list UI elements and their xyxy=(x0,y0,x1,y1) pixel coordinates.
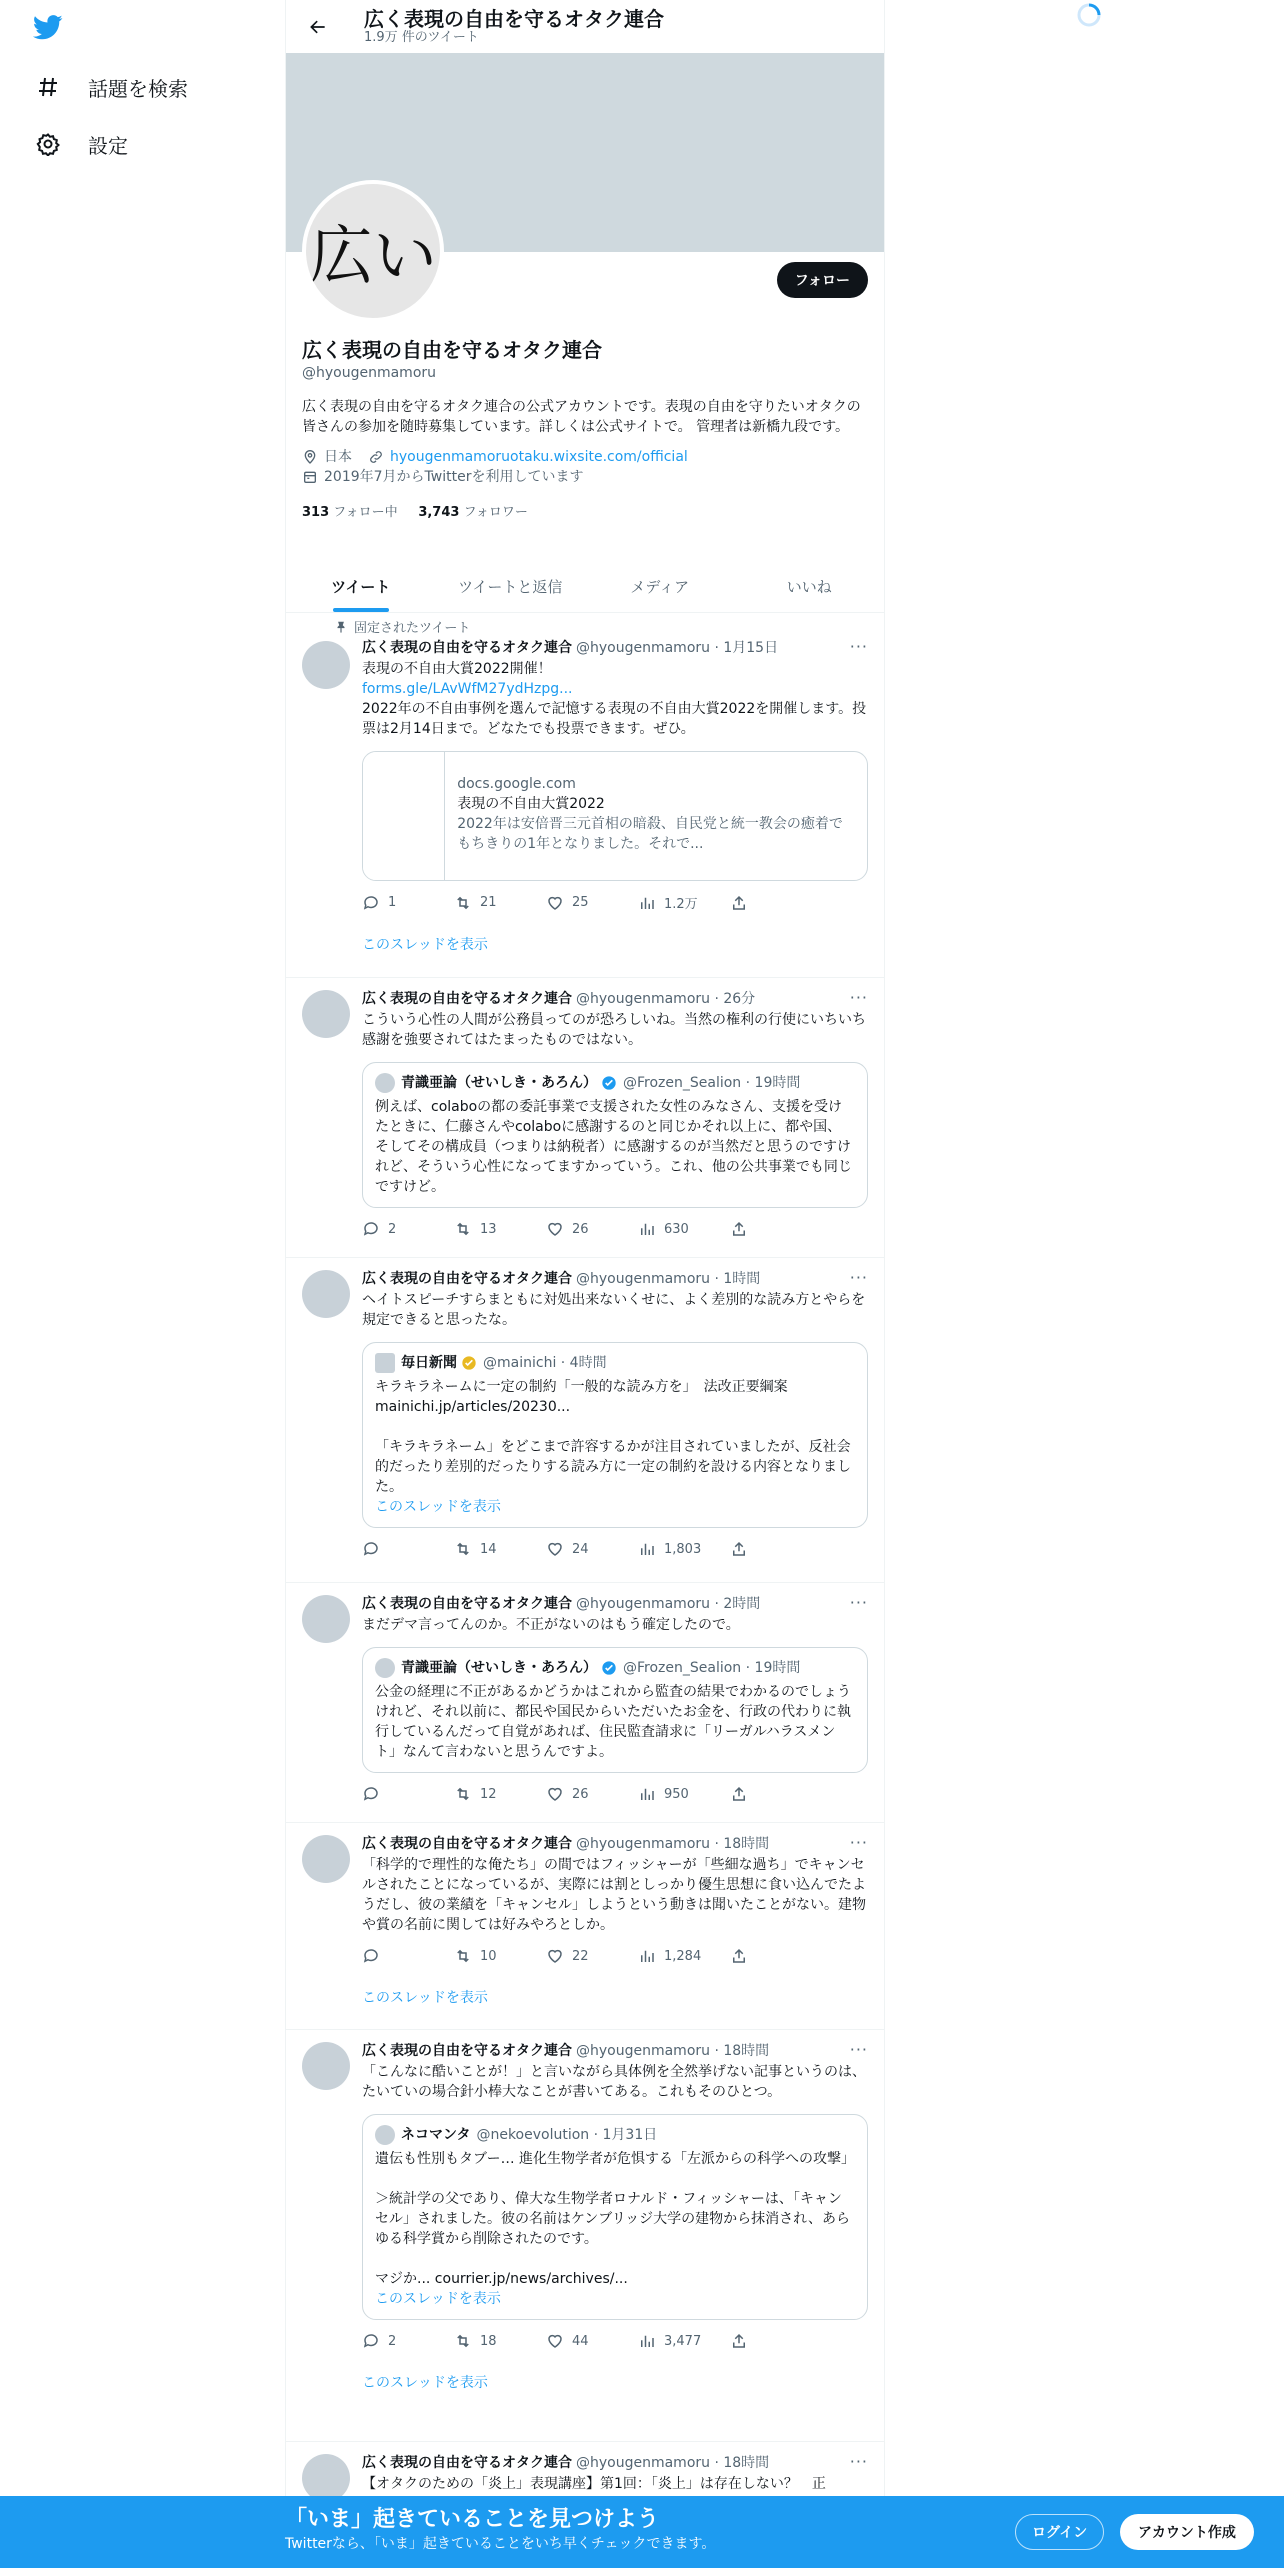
retweet-button[interactable] xyxy=(454,1785,546,1803)
retweet-icon xyxy=(454,1540,472,1558)
quote-text: ＞統計学の父であり、偉大な生物学者ロナルド・フィッシャーは、「キャンセル」されました。彼の名前はケンブリッジ大学の建物から抹消され、あらゆる科学賞から削除されたのです。 xyxy=(375,2191,851,2247)
quote-author-name: 青識亜論（せいしき・あろん） xyxy=(401,1075,597,1091)
card-title: 表現の不自由大賞2022 xyxy=(457,796,605,812)
tweet-text: 【オタクのための「炎上」表現講座】第1回：「炎上」は存在しない？ 正 xyxy=(362,2476,826,2492)
quote-author-meta: @Frozen_Sealion · 19時間 xyxy=(623,1660,801,1676)
sidebar-item-explore[interactable] xyxy=(34,67,188,107)
like-button[interactable] xyxy=(546,1947,638,1965)
share-button[interactable] xyxy=(730,1947,822,1965)
tweet-header xyxy=(362,1833,868,1853)
tweet-item[interactable] xyxy=(286,613,884,978)
more-icon[interactable]: ··· xyxy=(849,2452,868,2471)
quoted-tweet[interactable] xyxy=(362,1062,868,1208)
author-meta: @hyougenmamoru · 18時間 xyxy=(576,1836,770,1852)
card-description: 2022年は安倍晋三元首相の暗殺、自民党と統一教会の癒着でもちきりの1年となりました。それで... xyxy=(457,816,843,852)
reply-icon xyxy=(362,894,380,912)
show-thread-link[interactable]: このスレッドを表示 xyxy=(362,1990,488,2006)
quote-text: 「キラキラネーム」をどこまで許容するかが注目されていましたが、反社会的だったり差別的だったりする読み方に一定の制約を設ける内容となりました。 xyxy=(375,1439,851,1495)
views-chart-icon xyxy=(638,1220,656,1238)
card-thumbnail xyxy=(363,752,445,880)
author-name[interactable]: 広く表現の自由を守るオタク連合 xyxy=(362,640,572,656)
gear-icon xyxy=(34,130,62,158)
retweet-icon xyxy=(454,1785,472,1803)
loading-spinner-icon xyxy=(1076,2,1102,28)
tweet-header xyxy=(362,2452,868,2472)
follow-button[interactable]: フォロー xyxy=(777,262,868,298)
avatar xyxy=(375,1073,395,1093)
avatar[interactable] xyxy=(302,1595,350,1643)
more-icon[interactable]: ··· xyxy=(849,1833,868,1852)
share-icon xyxy=(730,894,748,912)
tab-likes[interactable]: いいね xyxy=(786,577,832,596)
profile-bio: 広く表現の自由を守るオタク連合の公式アカウントです。表現の自由を守りたいオタクの皆さんの参加を随時募集しています。詳しくは公式サイトで。 管理者は新橋九段です。 xyxy=(302,399,861,435)
followers-count: 3,743 xyxy=(418,505,460,520)
tweet-body xyxy=(362,637,868,954)
author-meta: @hyougenmamoru · 2時間 xyxy=(576,1596,761,1612)
reply-count: 1 xyxy=(388,895,397,910)
banner-title: 「いま」起きていることを見つけよう xyxy=(285,2507,660,2532)
reply-button[interactable] xyxy=(362,1540,454,1558)
like-count: 26 xyxy=(572,1221,589,1237)
heart-icon xyxy=(546,1540,564,1558)
views-button[interactable] xyxy=(638,1220,730,1238)
like-count: 25 xyxy=(572,895,589,910)
show-thread-link[interactable]: このスレッドを表示 xyxy=(375,1499,501,1515)
author-meta: @hyougenmamoru · 26分 xyxy=(576,991,756,1007)
reply-count: 2 xyxy=(388,1221,397,1237)
reply-button[interactable] xyxy=(362,894,454,912)
heart-icon xyxy=(546,1785,564,1803)
pin-icon xyxy=(334,620,348,634)
views-button[interactable] xyxy=(638,893,730,912)
retweet-count: 12 xyxy=(480,1786,497,1802)
quote-text: マジか... courrier.jp/news/archives/... xyxy=(375,2271,628,2287)
tweet-header xyxy=(362,988,868,1008)
tweet-item[interactable] xyxy=(286,978,884,1258)
following-count: 313 xyxy=(302,505,330,520)
like-count: 26 xyxy=(572,1786,589,1802)
reply-button[interactable] xyxy=(362,2332,454,2350)
tab-tweets[interactable]: ツイート xyxy=(286,560,436,612)
reply-button[interactable] xyxy=(362,1220,454,1238)
retweet-count: 14 xyxy=(480,1541,497,1557)
views-chart-icon xyxy=(638,1785,656,1803)
show-thread-link[interactable]: このスレッドを表示 xyxy=(375,2291,501,2307)
views-button[interactable] xyxy=(638,1540,730,1558)
heart-icon xyxy=(546,1220,564,1238)
like-button[interactable] xyxy=(546,2332,638,2350)
author-name[interactable]: 広く表現の自由を守るオタク連合 xyxy=(362,991,572,1007)
hashtag-icon xyxy=(34,73,62,101)
author-meta: @hyougenmamoru · 18時間 xyxy=(576,2455,770,2471)
share-icon xyxy=(730,1785,748,1803)
retweet-button[interactable] xyxy=(454,1540,546,1558)
signup-banner xyxy=(0,2496,1284,2568)
avatar xyxy=(375,1353,395,1373)
tab-media[interactable]: メディア xyxy=(630,577,690,596)
share-button[interactable] xyxy=(730,894,822,912)
like-button[interactable] xyxy=(546,894,638,912)
retweet-count: 13 xyxy=(480,1221,497,1237)
quote-author-name: 青識亜論（せいしき・あろん） xyxy=(401,1660,597,1676)
retweet-icon xyxy=(454,1947,472,1965)
profile-handle: @hyougenmamoru xyxy=(302,365,437,381)
avatar[interactable] xyxy=(302,2042,350,2090)
views-button[interactable] xyxy=(638,1947,730,1965)
reply-button[interactable] xyxy=(362,1947,454,1965)
reply-icon xyxy=(362,1540,380,1558)
quote-author-name: ネコマンタ xyxy=(401,2127,471,2143)
share-button[interactable] xyxy=(730,1220,822,1238)
tweet-text-line: 表現の不自由大賞2022開催！ xyxy=(362,661,552,677)
profile-info xyxy=(302,334,868,520)
like-button[interactable] xyxy=(546,1540,638,1558)
tweet-item[interactable] xyxy=(286,1823,884,2030)
profile-tabs xyxy=(286,560,884,613)
profile-meta xyxy=(302,447,868,487)
avatar[interactable] xyxy=(302,2454,350,2502)
retweet-count: 21 xyxy=(480,895,497,910)
retweet-count: 18 xyxy=(480,2333,497,2349)
tweet-actions xyxy=(362,1540,868,1558)
retweet-count: 10 xyxy=(480,1948,497,1964)
retweet-icon xyxy=(454,1220,472,1238)
sidebar-item-label: 話題を検索 xyxy=(88,76,188,101)
like-count: 24 xyxy=(572,1541,589,1557)
following-link[interactable] xyxy=(302,505,398,520)
link-card[interactable] xyxy=(362,751,868,881)
tweet-body xyxy=(362,2452,868,2494)
tweet-text: まだデマ言ってんのか。不正がないのはもう確定したので。 xyxy=(362,1617,740,1633)
avatar[interactable] xyxy=(302,1835,350,1883)
heart-icon xyxy=(546,2332,564,2350)
tweet-count: 1.9万 件のツイート xyxy=(364,29,479,45)
view-count: 1,284 xyxy=(664,1948,702,1964)
tweet-header xyxy=(362,1268,868,1288)
pinned-indicator xyxy=(334,617,470,636)
more-icon[interactable]: ··· xyxy=(849,637,868,656)
retweet-button[interactable] xyxy=(454,894,546,912)
tweet-text: こういう心性の人間が公務員ってのが恐ろしいね。当然の権利の行使にいちいち感謝を強要されてはたまったものではない。 xyxy=(362,1012,866,1048)
retweet-button[interactable] xyxy=(454,2332,546,2350)
tab-tweets-and-replies[interactable]: ツイートと返信 xyxy=(458,577,563,596)
tweet-actions xyxy=(362,1220,868,1238)
more-icon[interactable]: ··· xyxy=(849,1268,868,1287)
quoted-tweet[interactable] xyxy=(362,2114,868,2320)
tweet-body xyxy=(362,1268,868,1558)
author-name[interactable]: 広く表現の自由を守るオタク連合 xyxy=(362,2455,572,2471)
tweet-actions xyxy=(362,893,868,912)
tweet-item[interactable] xyxy=(286,2030,884,2442)
profile-avatar[interactable] xyxy=(302,180,444,322)
views-chart-icon xyxy=(638,894,656,912)
retweet-button[interactable] xyxy=(454,1220,546,1238)
profile-column xyxy=(285,0,885,2568)
retweet-icon xyxy=(454,2332,472,2350)
more-icon[interactable]: ··· xyxy=(849,2040,868,2059)
share-icon xyxy=(730,1540,748,1558)
reply-icon xyxy=(362,1220,380,1238)
tweet-body xyxy=(362,1593,868,1803)
quote-author-meta: @mainichi · 4時間 xyxy=(483,1355,607,1371)
reply-button[interactable] xyxy=(362,1785,454,1803)
author-name[interactable]: 広く表現の自由を守るオタク連合 xyxy=(362,1836,572,1852)
like-count: 22 xyxy=(572,1948,589,1964)
tweet-body xyxy=(362,2040,868,2392)
tweet-header xyxy=(362,637,868,657)
share-icon xyxy=(730,1220,748,1238)
sidebar-item-label: 設定 xyxy=(88,133,128,158)
avatar-text: 広い xyxy=(309,220,437,294)
reply-icon xyxy=(362,1785,380,1803)
quote-link[interactable]: mainichi.jp/articles/20230... xyxy=(375,1399,571,1415)
like-button[interactable] xyxy=(546,1785,638,1803)
profile-joined: 2019年7月からTwitterを利用しています xyxy=(324,469,584,485)
quoted-tweet[interactable] xyxy=(362,1647,868,1773)
avatar[interactable] xyxy=(302,1270,350,1318)
quote-author-name: 毎日新聞 xyxy=(401,1355,457,1371)
profile-website-link[interactable]: hyougenmamoruotaku.wixsite.com/official xyxy=(390,449,688,465)
card-domain: docs.google.com xyxy=(457,776,576,792)
profile-name: 広く表現の自由を守るオタク連合 xyxy=(302,338,602,362)
retweet-button[interactable] xyxy=(454,1947,546,1965)
heart-icon xyxy=(546,1947,564,1965)
author-meta: @hyougenmamoru · 1時間 xyxy=(576,1271,761,1287)
login-button[interactable]: ログイン xyxy=(1015,2514,1104,2550)
tweet-header xyxy=(362,1593,868,1613)
views-button[interactable] xyxy=(638,2332,730,2350)
profile-location: 日本 xyxy=(324,449,352,465)
view-count: 1,803 xyxy=(664,1541,702,1557)
avatar xyxy=(375,1658,395,1678)
views-chart-icon xyxy=(638,1947,656,1965)
author-name[interactable]: 広く表現の自由を守るオタク連合 xyxy=(362,1596,572,1612)
tweet-actions xyxy=(362,1947,868,1965)
author-name[interactable]: 広く表現の自由を守るオタク連合 xyxy=(362,1271,572,1287)
views-chart-icon xyxy=(638,2332,656,2350)
view-count: 950 xyxy=(664,1786,689,1802)
tweet-actions xyxy=(362,1785,868,1803)
heart-icon xyxy=(546,894,564,912)
share-button[interactable] xyxy=(730,1785,822,1803)
quote-author-meta: @Frozen_Sealion · 19時間 xyxy=(623,1075,801,1091)
share-button[interactable] xyxy=(730,2332,822,2350)
tweet-item[interactable] xyxy=(286,1583,884,1823)
tweet-actions xyxy=(362,2332,868,2350)
back-arrow-icon[interactable] xyxy=(304,13,332,41)
calendar-icon xyxy=(302,469,318,485)
avatar xyxy=(375,2125,395,2145)
tweet-text-line: 2022年の不自由事例を選んで記憶する表現の不自由大賞2022を開催します。投票は2月14日まで。どなたでも投票できます。ぜひ。 xyxy=(362,701,867,737)
tweet-link[interactable]: forms.gle/LAvWfM27ydHzpg... xyxy=(362,681,573,697)
link-icon xyxy=(368,449,384,465)
retweet-icon xyxy=(454,894,472,912)
tweet-text: ヘイトスピーチすらまともに対処出来ないくせに、よく差別的な読み方とやらを規定できると思ったな。 xyxy=(362,1292,866,1328)
profile-stats xyxy=(302,501,868,520)
like-button[interactable] xyxy=(546,1220,638,1238)
share-button[interactable] xyxy=(730,1540,822,1558)
show-thread-link[interactable]: このスレッドを表示 xyxy=(362,2375,488,2391)
pinned-label: 固定されたツイート xyxy=(354,621,471,636)
quote-author-meta: @nekoevolution · 1月31日 xyxy=(476,2127,658,2143)
profile-header xyxy=(286,0,884,53)
twitter-bird-icon[interactable] xyxy=(33,15,63,40)
tweet-text: 「こんなに酷いことが！」と言いながら具体例を全然挙げない記事というのは、たいていの場合針小棒大なことが書いてある。これもそのひとつ。 xyxy=(362,2064,866,2100)
avatar[interactable] xyxy=(302,641,350,689)
following-label: フォロー中 xyxy=(333,505,398,520)
sidebar-item-settings[interactable] xyxy=(34,124,128,164)
author-meta: @hyougenmamoru · 1月15日 xyxy=(576,640,779,656)
followers-link[interactable] xyxy=(418,505,528,520)
quoted-tweet[interactable] xyxy=(362,1342,868,1528)
reply-icon xyxy=(362,1947,380,1965)
reply-count: 2 xyxy=(388,2333,397,2349)
view-count: 3,477 xyxy=(664,2333,702,2349)
tweet-text xyxy=(362,659,868,739)
more-icon[interactable]: ··· xyxy=(849,988,868,1007)
view-count: 1.2万 xyxy=(664,897,698,912)
reply-icon xyxy=(362,2332,380,2350)
location-pin-icon xyxy=(302,449,318,465)
tweet-item[interactable] xyxy=(286,1258,884,1583)
tweet-body xyxy=(362,1833,868,2007)
avatar[interactable] xyxy=(302,990,350,1038)
quote-text: 遺伝も性別もタブー… 進化生物学者が危惧する「左派からの科学への攻撃」 xyxy=(375,2151,856,2167)
tweet-header xyxy=(362,2040,868,2060)
views-chart-icon xyxy=(638,1540,656,1558)
show-thread-link[interactable]: このスレッドを表示 xyxy=(362,937,488,953)
banner-subtitle: Twitterなら、「いま」起きていることをいち早くチェックできます。 xyxy=(285,2536,716,2552)
page-title: 広く表現の自由を守るオタク連合 xyxy=(364,6,664,31)
sidebar xyxy=(0,0,285,158)
verified-badge-icon xyxy=(461,1355,477,1371)
followers-label: フォロワー xyxy=(463,505,528,520)
tweet-text: 「科学的で理性的な俺たち」の間ではフィッシャーが「些細な過ち」でキャンセルされたことになっているが、実際には割としっかり優生思想に食い込んでたようだし、彼の業績を「キャンセル」しようという動きは聞いたことがない。建物や賞の名前に関しては好みやろとしか。 xyxy=(362,1857,866,1933)
share-icon xyxy=(730,1947,748,1965)
verified-badge-icon xyxy=(601,1660,617,1676)
author-name[interactable]: 広く表現の自由を守るオタク連合 xyxy=(362,2043,572,2059)
quote-text: 例えば、colaboの都の委託事業で支援された女性のみなさん、支援を受けたときに、仁藤さんやcolaboに感謝するのと同じかそれ以上に、都や国、そしてその構成員（つまりは納税者）に感謝するのが当然だと思うのですけれど、そういう心性になってますかっていう。これ、他の公共事業でも同じですけど。 xyxy=(375,1099,852,1195)
author-meta: @hyougenmamoru · 18時間 xyxy=(576,2043,770,2059)
verified-badge-icon xyxy=(601,1075,617,1091)
more-icon[interactable]: ··· xyxy=(849,1593,868,1612)
quote-text: キラキラネームに一定の制約「一般的な読み方を」 法改正要綱案 xyxy=(375,1379,788,1395)
signup-button[interactable]: アカウント作成 xyxy=(1120,2514,1254,2550)
views-button[interactable] xyxy=(638,1785,730,1803)
share-icon xyxy=(730,2332,748,2350)
view-count: 630 xyxy=(664,1221,689,1237)
quote-text: 公金の経理に不正があるかどうかはこれから監査の結果でわかるのでしょうけれど、それ以前に、都民や国民からいただいたお金を、行政の代わりに執行しているんだって自覚があれば、住民監査請求に「リーガルハラスメント」なんて言わないと思うんですよ。 xyxy=(375,1684,851,1760)
tweet-body xyxy=(362,988,868,1238)
like-count: 44 xyxy=(572,2333,589,2349)
